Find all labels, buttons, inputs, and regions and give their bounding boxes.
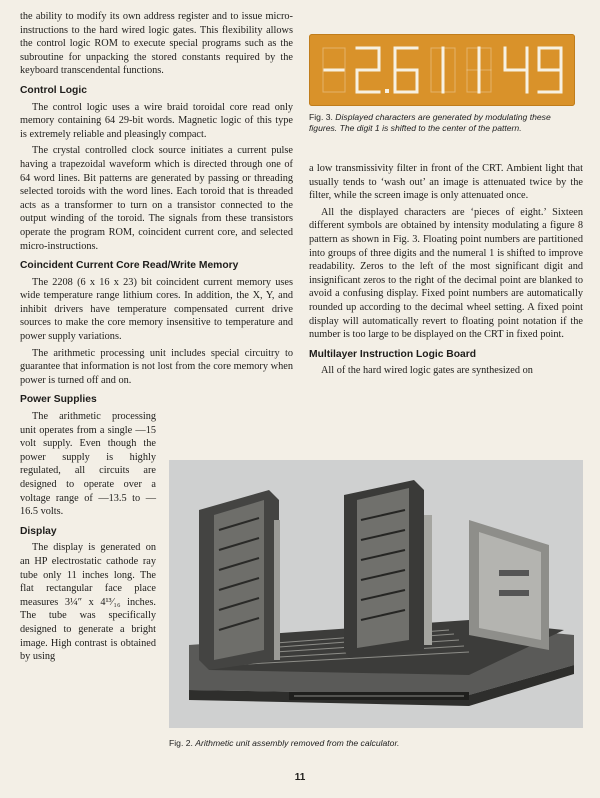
figure-2-caption (169, 738, 583, 748)
paragraph-multilayer: All of the hard wired logic gates are synthesized on (321, 365, 533, 377)
left-board-stack (199, 490, 280, 670)
paragraph-power: The arithmetic processing unit operates from a single —15 volt supply. Even though the power supply is highly regulated, all circuits are designed to operate over a voltage range of —13.5 to —16.5 volts. (20, 411, 156, 518)
heading-power-supplies: Power Supplies (20, 394, 97, 406)
figure-3-label: Fig. 3. (309, 112, 333, 122)
figure-3-display (309, 34, 575, 106)
digit-minus (323, 48, 345, 92)
right-column (309, 162, 583, 381)
heading-core-memory: Coincident Current Core Read/Write Memory (20, 260, 239, 272)
digit-2 (357, 48, 379, 92)
digit-4 (505, 48, 527, 92)
arithmetic-unit-photo (169, 460, 583, 728)
paragraph-control-1: The control logic uses a wire braid toroidal core read only memory containing 64 29-bit words. Magnetic logic of this type is extremely reliable and pleasingly compact. (20, 101, 293, 140)
paragraph-control-2: The crystal controlled clock source initiates a current pulse having a trapezoidal waveform which is directed through one of 64 word lines. Bit patterns are generated by passing or threading selected toroids with the word lines. Each toroid that is threaded acts as a transformer to turn on a transistor connected to the output winding of the toroid. The signals from these transistors operate the program ROM, coincident current core, and selected micro-instructions. (20, 145, 293, 252)
page-number: 11 (294, 772, 306, 783)
heading-control-logic: Control Logic (20, 84, 87, 96)
figure-2-text: Arithmetic unit assembly removed from the calculator. (195, 738, 400, 748)
heading-multilayer: Multilayer Instruction Logic Board (309, 348, 477, 360)
middle-board-stack (344, 480, 432, 658)
digit-1-second (467, 48, 491, 92)
paragraph-intro: the ability to modify its own address register and to issue micro-instructions to the hard wired logic gates. This flexibility allows the control logic ROM to execute special programs such as the subroutine for unpacking the stored constants required by the keyboard transcendental functions. (20, 11, 293, 77)
digit-1 (431, 48, 455, 92)
figure-2-label: Fig. 2. (169, 738, 193, 748)
figure-3-text: Displayed characters are generated by modulating these figures. The digit 1 is shifted to the center of the pattern. (309, 112, 551, 133)
figure-2-photo (169, 460, 583, 728)
paragraph-display: The display is generated on an HP electrostatic cathode ray tube only 11 inches long. The flat rectangular face place measures 3¼″ x 4¹³⁄₁₆ inches. The tube was specifically designed to generate a bright image. High contrast is obtained by using (20, 542, 156, 663)
seven-segment-readout (309, 34, 575, 106)
paragraph-core-2: The arithmetic processing unit includes special circuitry to guarantee that information is not lost from the core memory when power is turned off and on. (20, 347, 293, 386)
paragraph-crt: a low transmissivity filter in front of the CRT. Ambient light that usually tends to ‘wash out’ an image is attenuated twice by the filter, while the screen image is only attenuated once. (309, 163, 583, 202)
figure-3-caption (309, 112, 581, 134)
decimal-point (385, 89, 389, 93)
digit-6 (395, 48, 417, 92)
paragraph-core-1: The 2208 (6 x 16 x 23) bit coincident current memory uses wide temperature range lithium cores. In addition, the X, Y, and inhibit drivers have temperature compensated current drive sources to make the core memory insensitive to temperature and power supply variations. (20, 276, 293, 343)
paragraph-symbols: All the displayed characters are ‘pieces of eight.’ Sixteen different symbols are obtained by intensity modulating a figure 8 pattern as shown in Fig. 3. Floating point numbers are partitioned into groups of three digits and the numeral 1 is shifted to improve readability. Zeros to the left of the most significant digit and insignificant zeros to the right of the decimal point are blanked to avoid a confusing display. Fixed point numbers are automatically rounded up according to the decimal wheel setting. A fixed point display will automatically revert to floating point notation if the number is too large to be displayed on the CRT in fixed point. (309, 206, 583, 341)
heading-display: Display (20, 525, 57, 537)
digit-9 (539, 48, 561, 92)
